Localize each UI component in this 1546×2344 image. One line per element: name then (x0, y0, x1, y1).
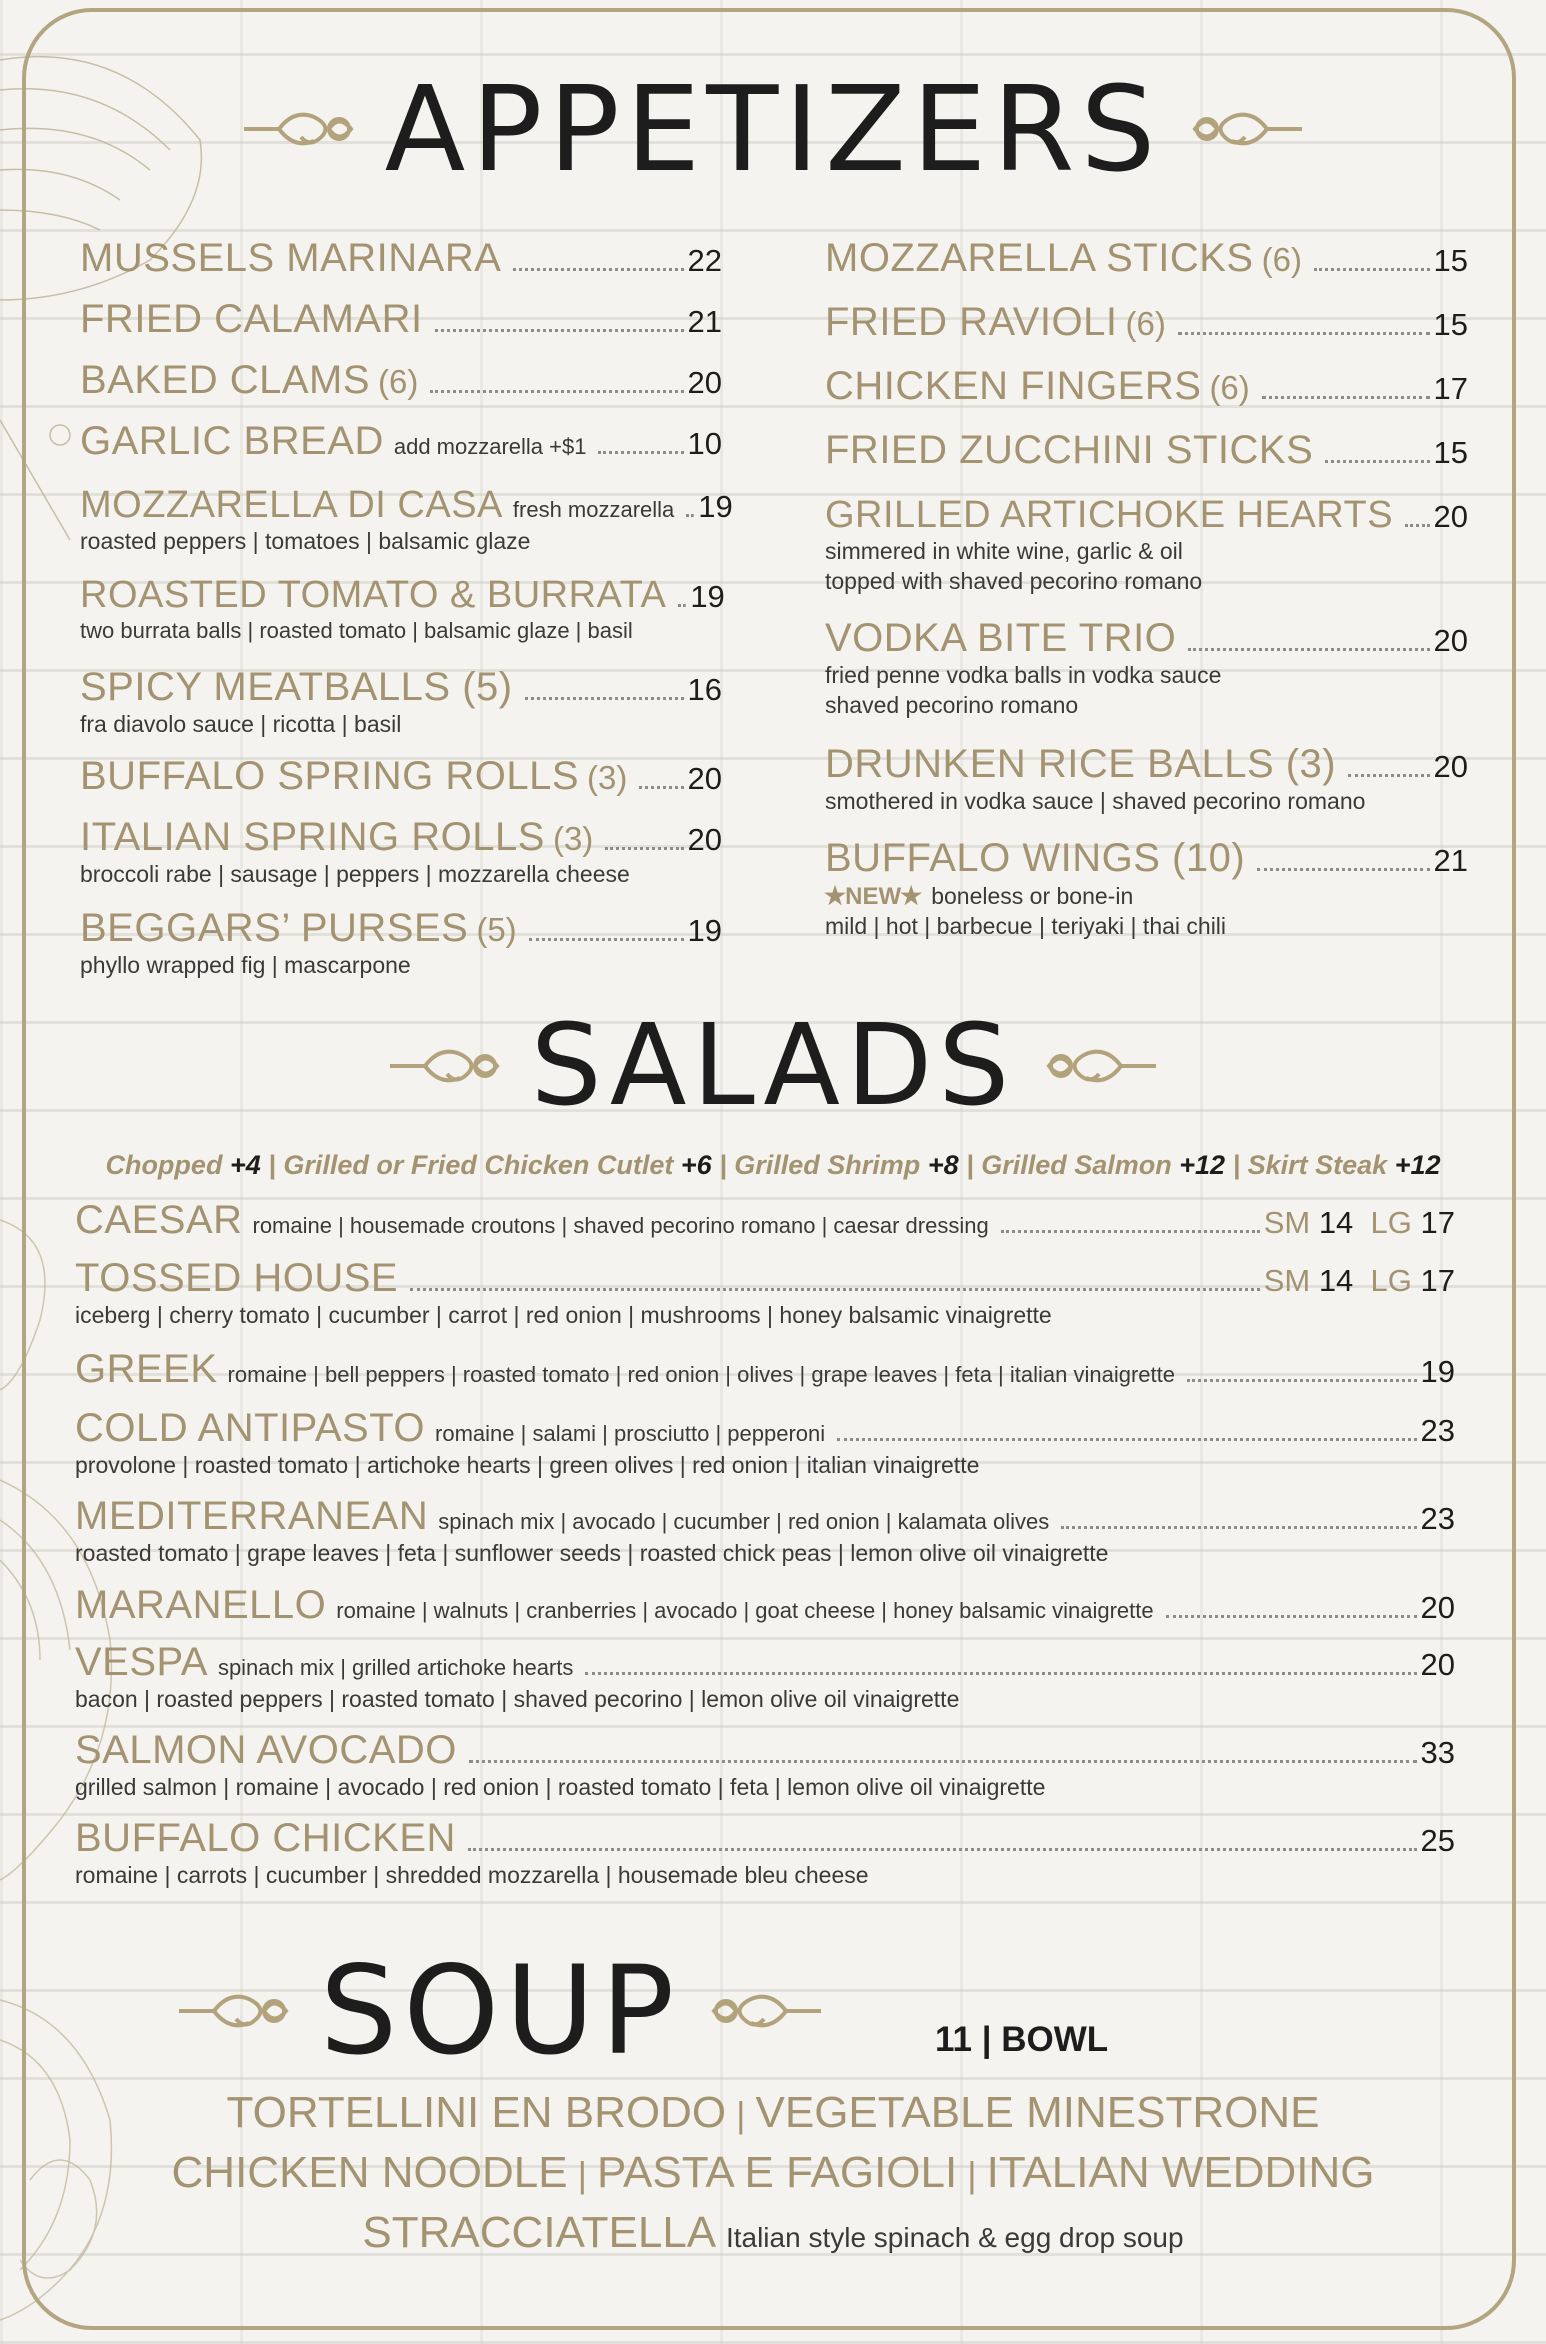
menu-item-fried-ravioli: FRIED RAVIOLI (6) 15 (825, 300, 1468, 344)
menu-item-mozzarella-sticks: MOZZARELLA STICKS (6) 15 (825, 236, 1468, 280)
salad-item-cold-antipasto: COLD ANTIPASTO romaine | salami | prosciutto | pepperoni 23 provolone | roasted tomato | artichoke hearts | green olives | red onion | italian vinaigrette (75, 1406, 1455, 1478)
salads-header (0, 1001, 1546, 1131)
menu-item-vodka-bite-trio: VODKA BITE TRIO 20 fried penne vodka balls in vodka sauce shaved pecorino romano (825, 616, 1468, 718)
menu-item-italian-spring-rolls: ITALIAN SPRING ROLLS (3) 20 broccoli rabe | sausage | peppers | mozzarella cheese (80, 815, 722, 887)
menu-item-drunken-rice-balls: DRUNKEN RICE BALLS (3) 20 smothered in vodka sauce | shaved pecorino romano (825, 742, 1468, 814)
soup-price: 11 | BOWL (935, 2020, 1109, 2059)
menu-item-fried-calamari: FRIED CALAMARI 21 (80, 297, 722, 341)
menu-item-spicy-meatballs: SPICY MEATBALLS (5) 16 fra diavolo sauce | ricotta | basil (80, 665, 722, 737)
flourish-left-icon (239, 99, 359, 159)
salad-item-vespa: VESPA spinach mix | grilled artichoke hearts 20 bacon | roasted peppers | roasted tomato | shaved pecorino | lemon olive oil vinaigrette (75, 1640, 1455, 1712)
menu-item-buffalo-wings: BUFFALO WINGS (10) 21 ✭NEW✭ boneless or bone-in mild | hot | barbecue | teriyaki | thai chili (825, 836, 1468, 940)
soup-line-2: CHICKEN NOODLE | PASTA E FAGIOLI | ITALIAN WEDDING (171, 2148, 1375, 2197)
menu-item-beggars-purses: BEGGARS’ PURSES (5) 19 phyllo wrapped fig | mascarpone (80, 906, 722, 978)
salad-item-salmon-avocado: SALMON AVOCADO 33 grilled salmon | romaine | avocado | red onion | roasted tomato | feta | lemon olive oil vinaigrette (75, 1728, 1455, 1800)
flourish-right-icon (706, 1981, 826, 2041)
salad-item-tossed-house: TOSSED HOUSE SM 14 LG 17 iceberg | cherry tomato | cucumber | carrot | red onion | mushrooms | honey balsamic vinaigrette (75, 1256, 1455, 1328)
salad-item-mediterranean: MEDITERRANEAN spinach mix | avocado | cucumber | red onion | kalamata olives 23 roasted tomato | grape leaves | feta | sunflower seeds | roasted chick peas | lemon olive oil vinaigrette (75, 1494, 1455, 1566)
new-badge: ✭NEW✭ (825, 883, 922, 910)
menu-item-garlic-bread: GARLIC BREAD add mozzarella +$1 10 (80, 419, 722, 463)
soup-line-3: STRACCIATELLA Italian style spinach & egg drop soup (362, 2208, 1184, 2257)
salad-item-buffalo-chicken: BUFFALO CHICKEN 25 romaine | carrots | cucumber | shredded mozzarella | housemade bleu cheese (75, 1816, 1455, 1888)
menu-item-mussels-marinara: MUSSELS MARINARA 22 (80, 236, 722, 280)
salad-addons: Chopped +4 | Grilled or Fried Chicken Cutlet +6 | Grilled Shrimp +8 | Grilled Salmon +12 | Skirt Steak +12 (105, 1150, 1441, 1180)
salad-item-greek: GREEK romaine | bell peppers | roasted tomato | red onion | olives | grape leaves | feta | italian vinaigrette 19 (75, 1347, 1455, 1391)
flourish-left-icon (174, 1981, 294, 2041)
flourish-right-icon (1041, 1036, 1161, 1096)
salads-title: SALADS (530, 1001, 1016, 1131)
salad-item-caesar: CAESAR romaine | housemade croutons | shaved pecorino romano | caesar dressing SM 14 LG 17 (75, 1198, 1455, 1242)
menu-item-roasted-tomato-burrata: ROASTED TOMATO & BURRATA 19 two burrata balls | roasted tomato | balsamic glaze | basil (80, 574, 725, 643)
menu-item-baked-clams: BAKED CLAMS (6) 20 (80, 358, 722, 402)
salad-item-maranello: MARANELLO romaine | walnuts | cranberries | avocado | goat cheese | honey balsamic vinaigrette 20 (75, 1583, 1455, 1627)
menu-item-chicken-fingers: CHICKEN FINGERS (6) 17 (825, 364, 1468, 408)
flourish-left-icon (385, 1036, 505, 1096)
appetizers-header (0, 60, 1546, 198)
soup-line-1: TORTELLINI EN BRODO | VEGETABLE MINESTRONE (226, 2088, 1320, 2137)
menu-item-fried-zucchini-sticks: FRIED ZUCCHINI STICKS 15 (825, 428, 1468, 472)
flourish-right-icon (1187, 99, 1307, 159)
soup-header (0, 1940, 1000, 2082)
menu-item-grilled-artichoke-hearts: GRILLED ARTICHOKE HEARTS 20 simmered in white wine, garlic & oil topped with shaved pecorino romano (825, 494, 1468, 594)
menu-item-buffalo-spring-rolls: BUFFALO SPRING ROLLS (3) 20 (80, 754, 722, 798)
menu-item-mozzarella-di-casa: MOZZARELLA DI CASA fresh mozzarella 19 roasted peppers | tomatoes | balsamic glaze (80, 484, 733, 554)
appetizers-title: APPETIZERS (384, 60, 1162, 198)
soup-title: SOUP (319, 1940, 681, 2082)
